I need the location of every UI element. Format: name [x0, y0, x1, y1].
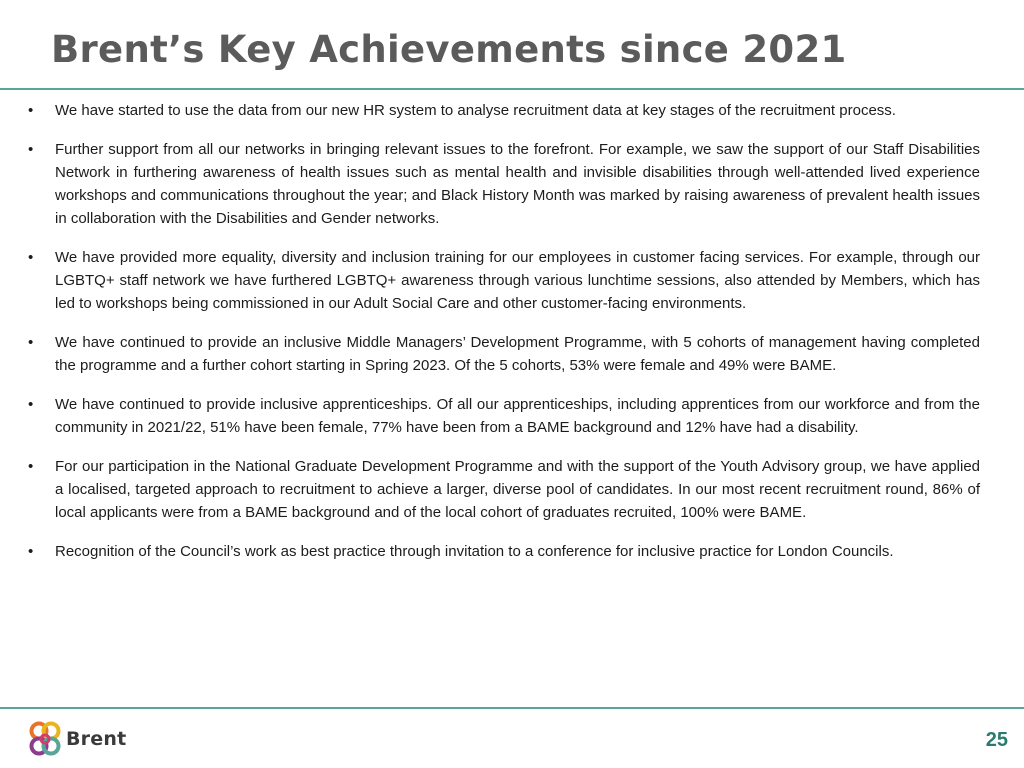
list-item: [28, 246, 980, 315]
bullet-dot-icon: •: [28, 458, 34, 475]
bullet-dot-icon: •: [28, 102, 34, 119]
list-item: [28, 99, 980, 122]
brent-logo-icon: [28, 721, 62, 757]
title-divider: [0, 88, 1024, 90]
list-item: [28, 455, 980, 524]
list-item: [28, 331, 980, 377]
brent-logo: [28, 721, 126, 757]
slide-title: Brent’s Key Achievements since 2021: [51, 28, 847, 71]
list-item: [28, 393, 980, 439]
bullet-text: We have continued to provide an inclusive Middle Managers’ Development Programme, with 5 cohorts of management having completed the programme and a further cohort starting in Spring 2023. Of the 5 cohorts, 53% were female and 49% were BAME.: [55, 334, 980, 374]
bullet-text: For our participation in the National Graduate Development Programme and with the support of the Youth Advisory group, we have applied a localised, targeted approach to recruitment to achieve a larger, diverse pool of candidates. In our most recent recruitment round, 86% of local applicants were from a BAME background and of the local cohort of graduates recruited, 100% were BAME.: [55, 458, 980, 521]
bullet-text: Recognition of the Council’s work as best practice through invitation to a conference for inclusive practice for London Councils.: [55, 543, 894, 560]
bullet-dot-icon: •: [28, 249, 34, 266]
list-item: [28, 540, 980, 563]
footer-divider: [0, 707, 1024, 709]
page-number: 25: [985, 729, 1008, 751]
bullet-dot-icon: •: [28, 334, 34, 351]
achievements-list: [28, 99, 980, 579]
bullet-text: We have started to use the data from our new HR system to analyse recruitment data at key stages of the recruitment process.: [55, 102, 896, 119]
bullet-text: We have provided more equality, diversity and inclusion training for our employees in customer facing services. For example, through our LGBTQ+ staff network we have furthered LGBTQ+ awareness through various lunchtime sessions, also attended by Members, which has led to workshops being commissioned in our Adult Social Care and other customer-facing environments.: [55, 249, 980, 312]
bullet-text: Further support from all our networks in bringing relevant issues to the forefront. For example, we saw the support of our Staff Disabilities Network in furthering awareness of health issues such as mental health and invisible disabilities through well-attended lived experience workshops and communications throughout the year; and Black History Month was marked by raising awareness of prevalent health issues in collaboration with the Disabilities and Gender networks.: [55, 141, 980, 227]
logo-wordmark: Brent: [66, 728, 127, 750]
bullet-dot-icon: •: [28, 543, 34, 560]
bullet-dot-icon: •: [28, 396, 34, 413]
bullet-dot-icon: •: [28, 141, 34, 158]
bullet-text: We have continued to provide inclusive apprenticeships. Of all our apprenticeships, including apprentices from our workforce and from the community in 2021/22, 51% have been female, 77% have been from a BAME background and 12% have had a disability.: [55, 396, 980, 436]
list-item: [28, 138, 980, 230]
